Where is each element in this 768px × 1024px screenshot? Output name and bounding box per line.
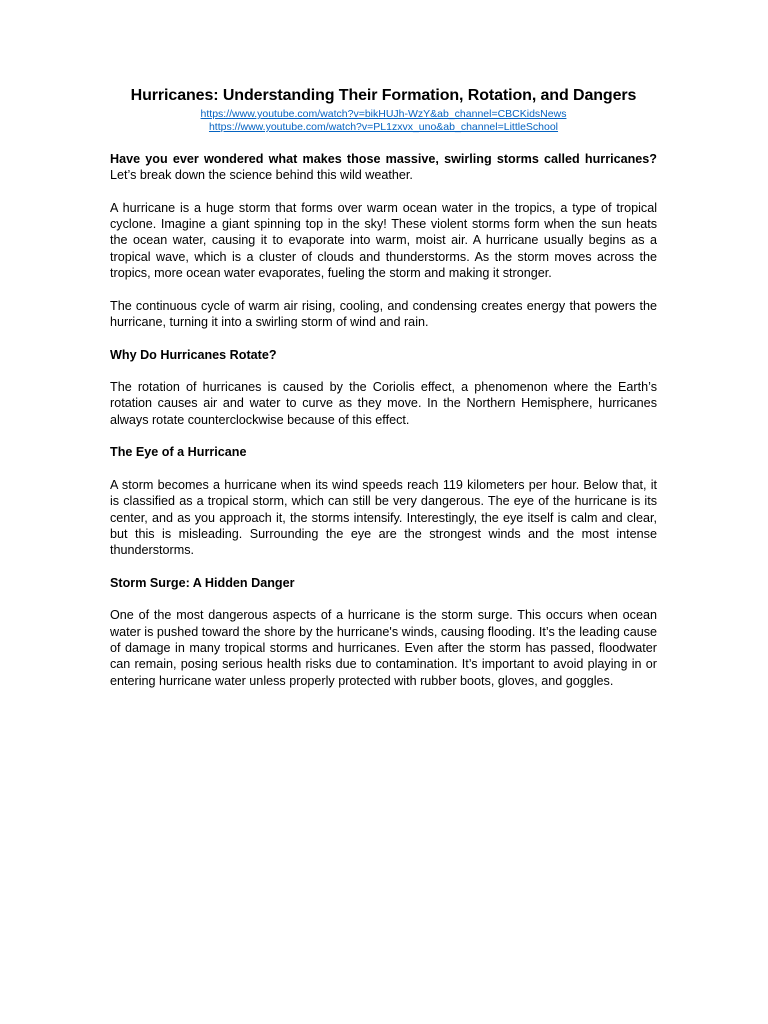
formation-paragraph: A hurricane is a huge storm that forms over warm ocean water in the tropics, a type of tropical cyclone. Imagine a giant spinning top in the sky! These violent storms form when the sun heats the ocean water, causing it to evaporate into warm, moist air. A hurricane usually begins as a tropical wave, which is a cluster of clouds and thunderstorms. As the storm moves across the tropics, more ocean water evaporates, fueling the storm and making it stronger. (110, 200, 657, 281)
storm-surge-paragraph: One of the most dangerous aspects of a hurricane is the storm surge. This occurs when ocean water is pushed toward the shore by the hurricane's winds, causing flooding. It’s the leading cause of damage in many tropical storms and hurricanes. Even after the storm has passed, floodwater can remain, posing serious health risks due to contamination. It’s important to avoid playing in or entering hurricane water unless properly protected with rubber boots, gloves, and goggles. (110, 608, 657, 688)
document-body (110, 86, 657, 689)
energy-cycle-paragraph: The continuous cycle of warm air rising, cooling, and condensing creates energy that powers the hurricane, turning it into a swirling storm of wind and rain. (110, 298, 657, 329)
intro-paragraph (110, 151, 657, 184)
heading-storm-surge: Storm Surge: A Hidden Danger (110, 575, 295, 590)
link-little-school[interactable]: https://www.youtube.com/watch?v=PL1zxvx_uno&ab_channel=LittleSchool (208, 121, 559, 133)
document-title: Hurricanes: Understanding Their Formation, Rotation, and Dangers (130, 87, 637, 104)
heading-rotation: Why Do Hurricanes Rotate? (110, 347, 277, 362)
rotation-paragraph: The rotation of hurricanes is caused by the Coriolis effect, a phenomenon where the Earth’s rotation causes air and water to curve as they move. In the Northern Hemisphere, hurricanes always rotate counterclockwise because of this effect. (110, 380, 657, 427)
eye-paragraph: A storm becomes a hurricane when its wind speeds reach 119 kilometers per hour. Below that, it is classified as a tropical storm, which can still be very dangerous. The eye of the hurricane is its center, and as you approach it, the storms intensify. Interestingly, the eye itself is calm and clear, but this is misleading. Surrounding the eye are the strongest winds and the most intense thunderstorms. (110, 477, 657, 558)
intro-rest: Let’s break down the science behind this wild weather. (110, 168, 413, 183)
intro-lead-question: Have you ever wondered what makes those massive, swirling storms called hurricanes? (110, 152, 657, 166)
heading-eye: The Eye of a Hurricane (110, 445, 247, 460)
link-cbc-kids-news[interactable]: https://www.youtube.com/watch?v=bikHUJh-WzY&ab_channel=CBCKidsNews (200, 108, 567, 120)
source-links (110, 108, 657, 134)
